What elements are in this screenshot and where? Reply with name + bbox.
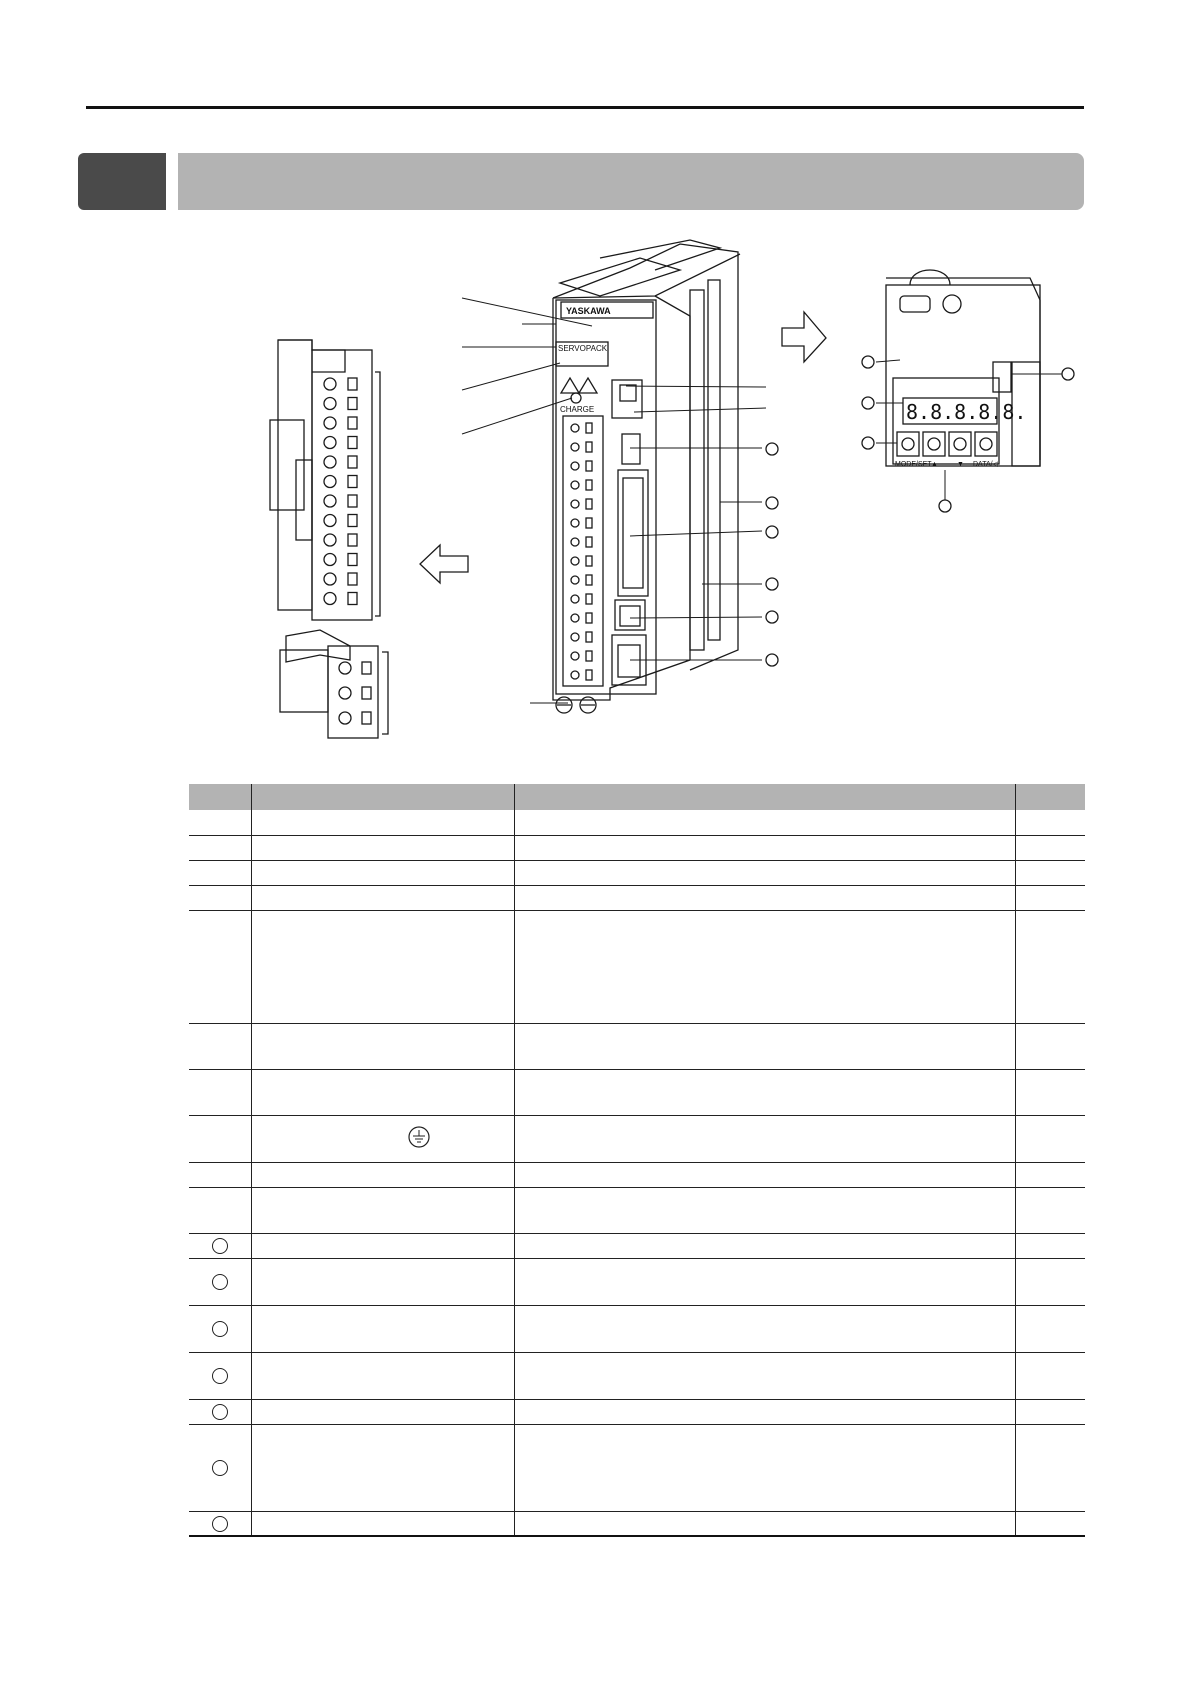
table-row: [189, 1162, 1085, 1187]
table-row: [189, 860, 1085, 885]
row-name-cell: [252, 910, 515, 1023]
terminal-slot: [586, 499, 592, 509]
row-reference-cell: [1016, 1069, 1086, 1115]
table-row: [189, 810, 1085, 835]
servopack-figure: [0, 230, 1190, 760]
terminal-screw-icon: [571, 671, 579, 679]
terminal-slot: [348, 378, 357, 390]
header-cell-no: [189, 784, 252, 810]
row-name-cell: [252, 1187, 515, 1233]
row-reference-cell: [1016, 885, 1086, 910]
svg-text:▼: ▼: [957, 461, 964, 468]
terminal-screw-icon: [324, 378, 336, 390]
row-no-cell: [189, 1069, 252, 1115]
row-no-cell: [189, 1233, 252, 1258]
row-name-cell: [252, 1258, 515, 1305]
terminal-slot: [586, 632, 592, 642]
row-no-cell: [189, 885, 252, 910]
row-name-cell: [252, 885, 515, 910]
row-no-cell: [189, 860, 252, 885]
terminal-screw-icon: [324, 476, 336, 488]
table-row: [189, 1352, 1085, 1399]
terminal-screw-icon: [571, 652, 579, 660]
callout-number-icon: [212, 1404, 228, 1420]
row-reference-cell: [1016, 860, 1086, 885]
row-no-cell: [189, 1352, 252, 1399]
row-description-cell: [515, 910, 1016, 1023]
terminal-slot: [586, 518, 592, 528]
row-no-cell: [189, 1305, 252, 1352]
table-row: [189, 1399, 1085, 1424]
terminal-slot: [348, 476, 357, 488]
row-no-cell: [189, 810, 252, 835]
terminal-slot: [348, 437, 357, 449]
terminal-screw-icon: [324, 593, 336, 605]
row-name-cell: [252, 1162, 515, 1187]
table-row: [189, 1115, 1085, 1162]
row-name-cell: [252, 1399, 515, 1424]
svg-text:YASKAWA: YASKAWA: [566, 306, 611, 316]
svg-text:MODE/SET: MODE/SET: [895, 461, 932, 468]
terminal-screw-icon: [324, 573, 336, 585]
table-body: [189, 810, 1085, 1536]
terminal-screw-icon: [324, 554, 336, 566]
terminal-slot: [586, 461, 592, 471]
panel-operator-drawing: [886, 270, 1040, 468]
svg-text:CHARGE: CHARGE: [560, 405, 595, 414]
terminal-slot: [348, 456, 357, 468]
terminal-slot: [348, 495, 357, 507]
callout-number-icon: [212, 1516, 228, 1532]
arrow-right-icon: [782, 312, 826, 362]
svg-text:8.8.8.8.8.: 8.8.8.8.8.: [906, 400, 1027, 424]
terminal-screw-icon: [571, 519, 579, 527]
row-no-cell: [189, 1399, 252, 1424]
row-name-cell: [252, 810, 515, 835]
table-row: [189, 1511, 1085, 1536]
control-power-connector-drawing: [280, 630, 388, 738]
row-reference-cell: [1016, 1305, 1086, 1352]
row-name-cell: [252, 860, 515, 885]
table-row: [189, 1233, 1085, 1258]
row-description-cell: [515, 860, 1016, 885]
row-description-cell: [515, 835, 1016, 860]
callout-leaders: [462, 298, 1062, 703]
terminal-slot: [586, 442, 592, 452]
terminal-screw-icon: [571, 443, 579, 451]
row-description-cell: [515, 1233, 1016, 1258]
table-row: [189, 1305, 1085, 1352]
table-row: [189, 1258, 1085, 1305]
row-reference-cell: [1016, 1233, 1086, 1258]
header-cell-name: [252, 784, 515, 810]
ground-symbol-icon: [408, 1126, 430, 1148]
row-reference-cell: [1016, 1187, 1086, 1233]
terminal-screw-icon: [571, 557, 579, 565]
row-no-cell: [189, 1258, 252, 1305]
section-title-bar: [178, 153, 1084, 210]
row-description-cell: [515, 1511, 1016, 1536]
section-number-tab: [78, 153, 166, 210]
row-description-cell: [515, 1023, 1016, 1069]
terminal-slot: [348, 573, 357, 585]
terminal-slot: [586, 575, 592, 585]
terminal-slot: [586, 670, 592, 680]
header-cell-description: [515, 784, 1016, 810]
row-no-cell: [189, 835, 252, 860]
row-no-cell: [189, 1511, 252, 1536]
row-reference-cell: [1016, 1352, 1086, 1399]
table-row: [189, 835, 1085, 860]
row-no-cell: [189, 1115, 252, 1162]
top-rule: [86, 106, 1084, 109]
terminal-slot: [348, 554, 357, 566]
callout-number-icon: [212, 1321, 228, 1337]
terminal-slot: [348, 593, 357, 605]
row-reference-cell: [1016, 910, 1086, 1023]
row-reference-cell: [1016, 1115, 1086, 1162]
row-name-cell: [252, 1511, 515, 1536]
table-row: [189, 1069, 1085, 1115]
table-row: [189, 910, 1085, 1023]
terminal-screw-icon: [571, 595, 579, 603]
terminal-screw-icon: [324, 495, 336, 507]
callout-number-icon: [212, 1238, 228, 1254]
terminal-slot: [586, 651, 592, 661]
table-header-row: [189, 784, 1085, 810]
svg-text:SERVOPACK: SERVOPACK: [558, 344, 608, 353]
row-description-cell: [515, 1352, 1016, 1399]
terminal-screw-icon: [571, 633, 579, 641]
terminal-slot: [348, 417, 357, 429]
terminal-screw-icon: [571, 481, 579, 489]
terminal-screw-icon: [324, 534, 336, 546]
row-reference-cell: [1016, 835, 1086, 860]
row-name-cell: [252, 1305, 515, 1352]
row-no-cell: [189, 1187, 252, 1233]
table-row: [189, 1187, 1085, 1233]
row-name-cell: [252, 1115, 515, 1162]
row-description-cell: [515, 1187, 1016, 1233]
svg-text:DATA/◁: DATA/◁: [973, 461, 998, 468]
header-cell-reference: [1016, 784, 1086, 810]
table-row: [189, 885, 1085, 910]
terminal-slot: [348, 534, 357, 546]
row-description-cell: [515, 810, 1016, 835]
row-description-cell: [515, 1305, 1016, 1352]
row-description-cell: [515, 1115, 1016, 1162]
terminal-slot: [586, 556, 592, 566]
row-no-cell: [189, 1162, 252, 1187]
terminal-slot: [348, 515, 357, 527]
svg-text:▲: ▲: [931, 461, 938, 468]
row-name-cell: [252, 1023, 515, 1069]
row-name-cell: [252, 835, 515, 860]
row-description-cell: [515, 1399, 1016, 1424]
table-row: [189, 1424, 1085, 1511]
callout-number-icon: [212, 1368, 228, 1384]
row-reference-cell: [1016, 1511, 1086, 1536]
row-reference-cell: [1016, 1399, 1086, 1424]
arrow-left-icon: [420, 545, 468, 583]
terminal-slot: [586, 480, 592, 490]
row-description-cell: [515, 1258, 1016, 1305]
terminal-slot: [586, 613, 592, 623]
row-no-cell: [189, 1424, 252, 1511]
row-reference-cell: [1016, 1023, 1086, 1069]
terminal-screw-icon: [324, 437, 336, 449]
callout-number-icon: [212, 1460, 228, 1476]
terminal-screw-icon: [571, 538, 579, 546]
terminal-screw-icon: [571, 424, 579, 432]
row-name-cell: [252, 1069, 515, 1115]
terminal-screw-icon: [571, 500, 579, 508]
row-name-cell: [252, 1424, 515, 1511]
table-row: [189, 1023, 1085, 1069]
terminal-slot: [348, 398, 357, 410]
terminal-screw-icon: [324, 456, 336, 468]
row-reference-cell: [1016, 1162, 1086, 1187]
row-name-cell: [252, 1352, 515, 1399]
row-description-cell: [515, 885, 1016, 910]
terminal-screw-icon: [571, 614, 579, 622]
row-reference-cell: [1016, 810, 1086, 835]
terminal-screw-icon: [324, 515, 336, 527]
row-description-cell: [515, 1162, 1016, 1187]
terminal-slot: [586, 423, 592, 433]
terminal-slot: [586, 594, 592, 604]
terminal-screw-icon: [571, 576, 579, 584]
row-no-cell: [189, 1023, 252, 1069]
terminal-slot: [586, 537, 592, 547]
row-description-cell: [515, 1069, 1016, 1115]
terminal-screw-icon: [324, 417, 336, 429]
row-reference-cell: [1016, 1424, 1086, 1511]
main-circuit-connector-drawing: [270, 340, 380, 620]
parts-table: [189, 784, 1085, 1537]
terminal-screw-icon: [324, 398, 336, 410]
servopack-unit-drawing: [553, 240, 740, 713]
terminal-screw-icon: [571, 462, 579, 470]
callout-number-icon: [212, 1274, 228, 1290]
row-description-cell: [515, 1424, 1016, 1511]
row-name-cell: [252, 1233, 515, 1258]
row-no-cell: [189, 910, 252, 1023]
row-reference-cell: [1016, 1258, 1086, 1305]
